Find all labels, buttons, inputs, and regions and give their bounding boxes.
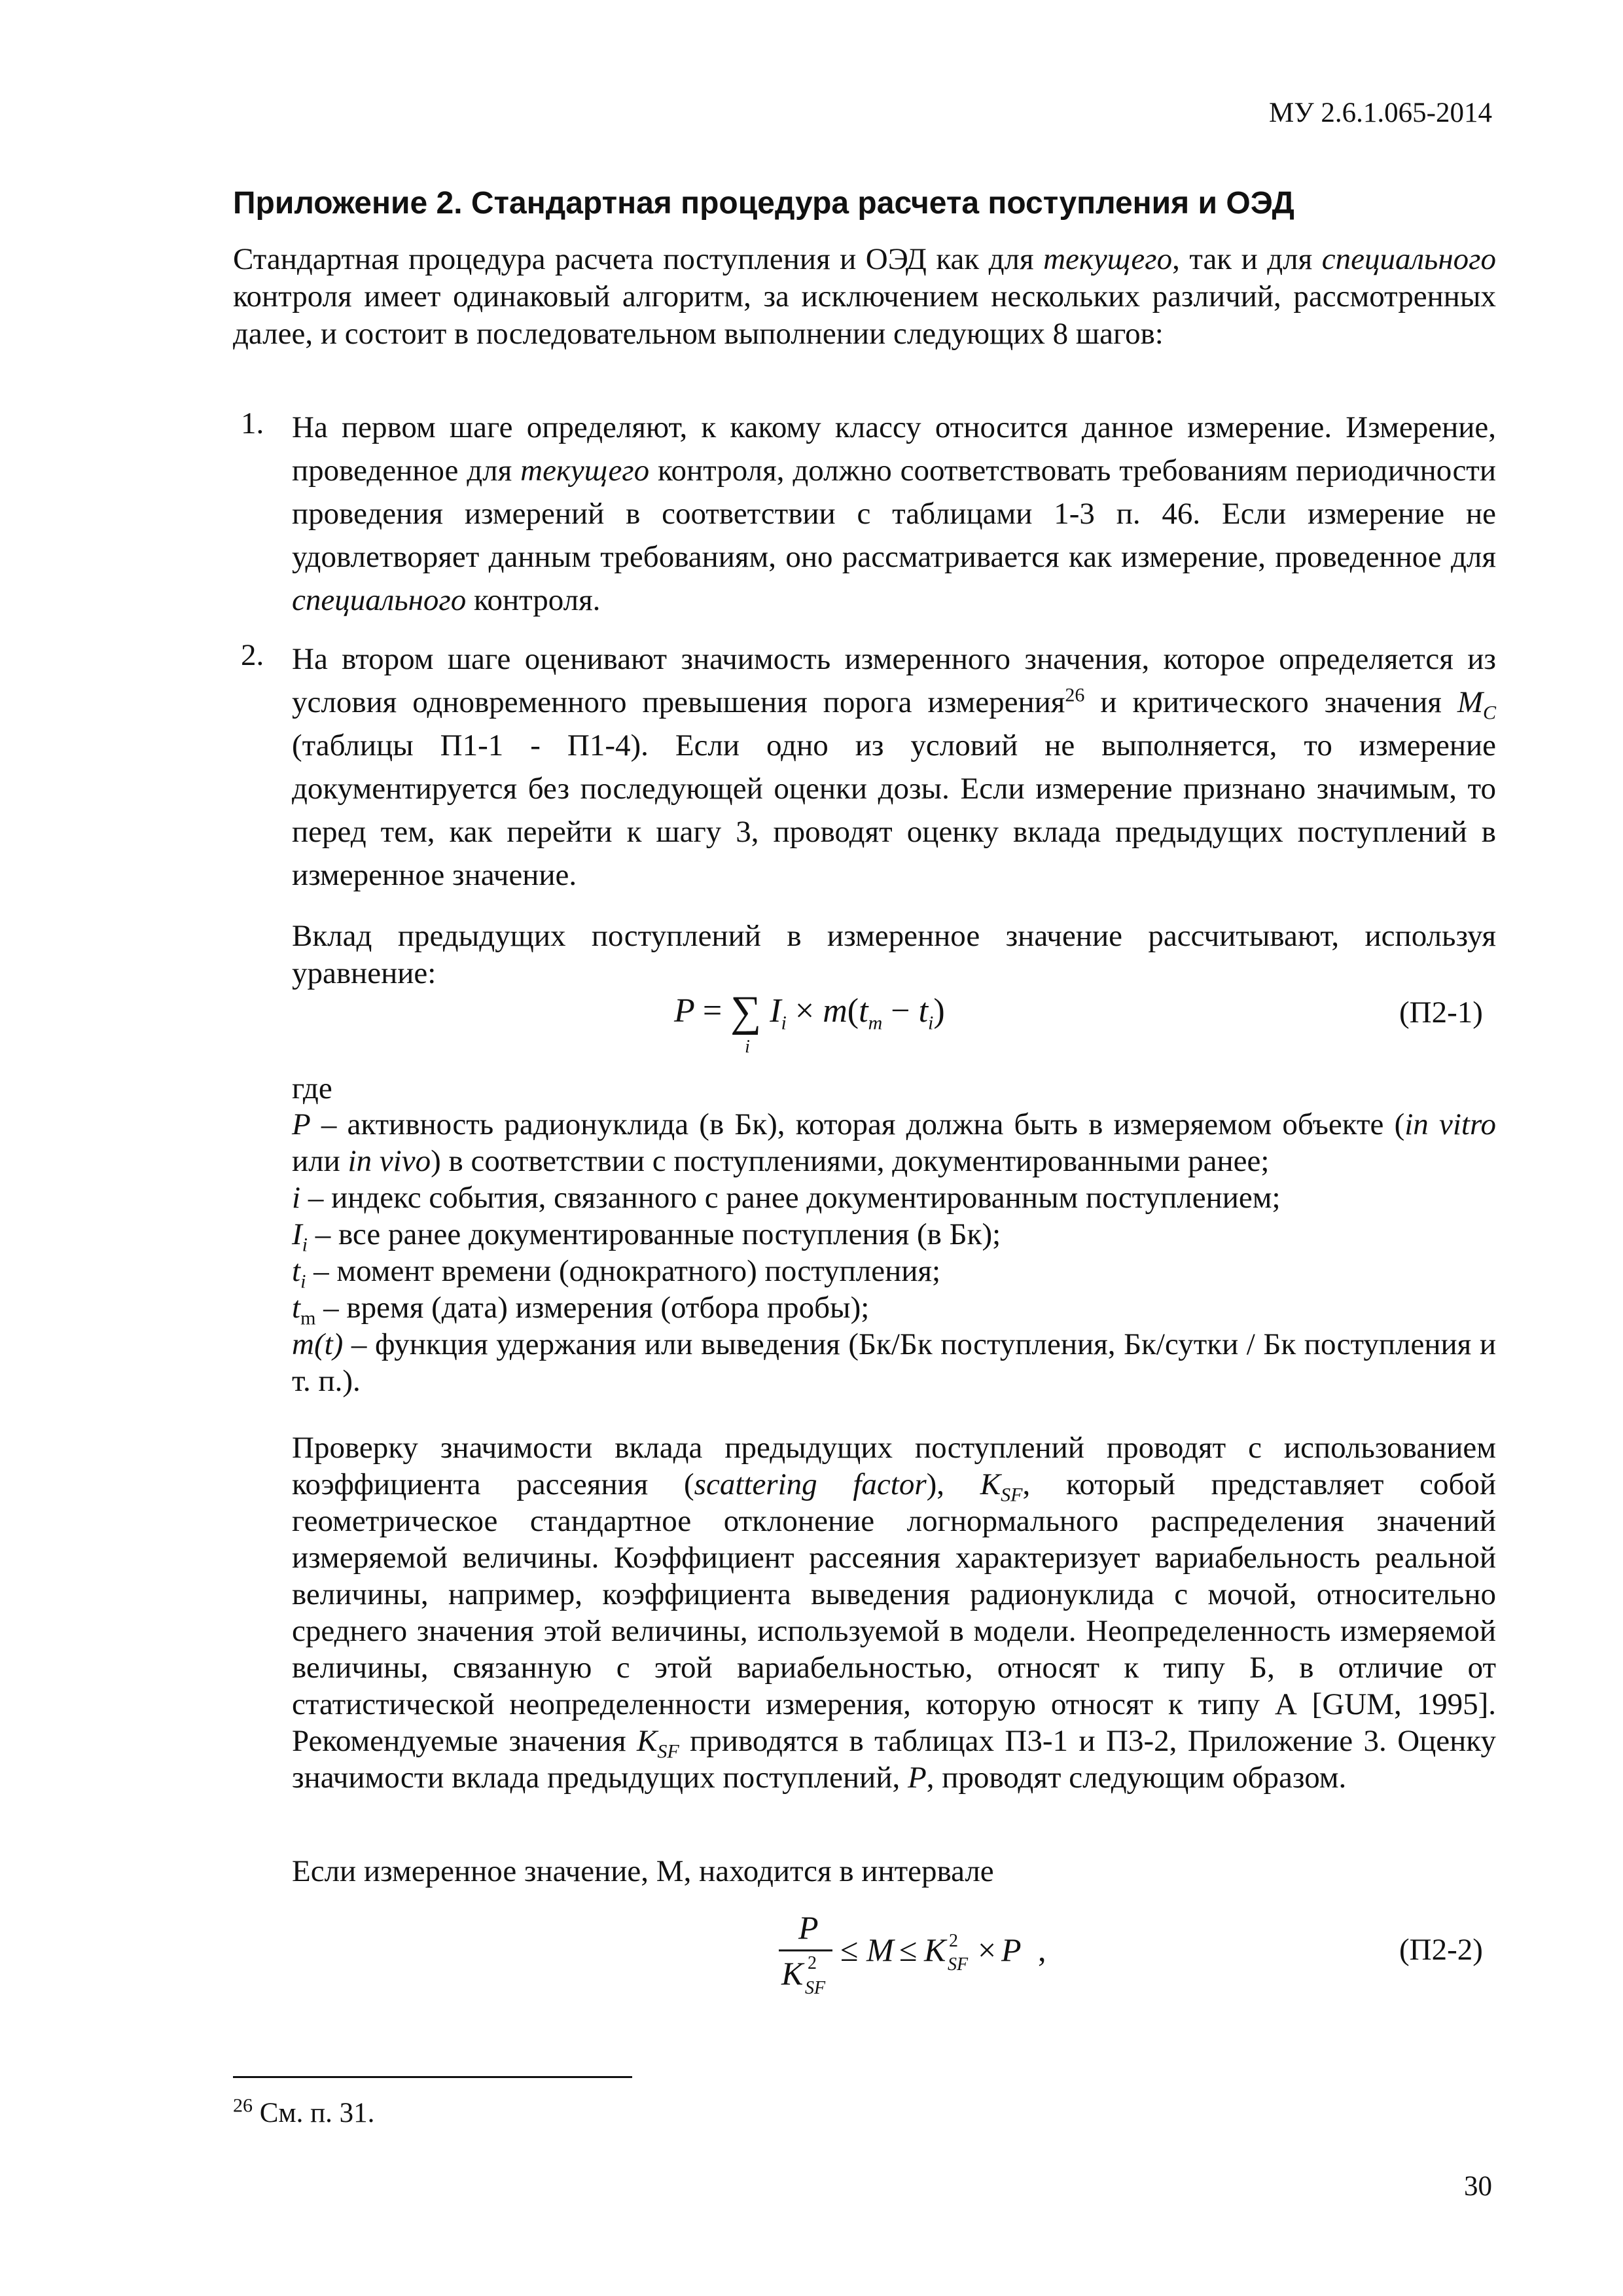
formula-term: t: [859, 992, 868, 1030]
equation-number: (П2-1): [1399, 996, 1483, 1030]
check-latin-term: scattering factor: [694, 1467, 927, 1501]
formula-operator: ≤: [899, 1931, 918, 1968]
footnote: [233, 2094, 375, 2129]
formula-term: K: [924, 1931, 946, 1968]
sum-index: i: [745, 1037, 750, 1057]
formula-term: P: [674, 992, 694, 1030]
check-text: ),: [926, 1467, 980, 1501]
step-text: и критического значения: [1084, 685, 1457, 719]
check-text: , проводят следующим образом.: [926, 1761, 1347, 1795]
definition-p: [292, 1106, 1496, 1179]
def-text: – активность радионуклида (в Бк), которая должна быть в измеряемом объекте (: [310, 1107, 1405, 1141]
ksf-subscript: SF: [657, 1740, 679, 1763]
definitions-list: [292, 1106, 1496, 1399]
equation-p2-1: [674, 987, 945, 1057]
step-current-term: текущего: [520, 454, 650, 488]
formula-term: m: [823, 992, 847, 1030]
definition-i: [292, 1179, 1496, 1216]
ksf-symbol: K: [637, 1724, 658, 1758]
formula-term: P: [1001, 1931, 1022, 1968]
mc-subscript: C: [1482, 702, 1496, 724]
def-latin-term: in vivo: [348, 1144, 431, 1178]
def-symbol: i: [292, 1181, 301, 1215]
mc-symbol: M: [1457, 685, 1483, 719]
def-subscript: m: [300, 1307, 316, 1329]
interval-paragraph: Если измеренное значение, М, находится в интервале: [292, 1854, 994, 1888]
formula-subscript: i: [928, 1012, 934, 1034]
intro-text: , так и для: [1172, 242, 1322, 276]
check-text: Проверку значимости вклада предыдущих поступлений проводят с использованием коэффициента рассеяния (: [292, 1431, 1496, 1501]
equation-p2-2: [779, 1906, 1080, 1998]
document-code: МУ 2.6.1.065-2014: [1269, 98, 1492, 128]
formula-subscript: m: [868, 1012, 883, 1034]
check-text: , который представляет собой геометрическое стандартное отклонение логнормального распределения значений измеряемой величины. Коэффициент рассеяния характеризует вариабельность реальной величины, например, коэффициента выведения радионуклида с мочой, относительно среднего значения этой величины, используемой в модели. Неопределенность измеряемой величины, связанную с этой вариабельностью, относят к типу Б, в отличие от статистической неопределенности измерения, которую относят к типу А [GUM, 1995]. Рекомендуемые значения: [292, 1467, 1497, 1758]
step-text: контроля.: [466, 583, 601, 617]
formula-operator: ≤: [840, 1931, 859, 1968]
formula-paren: (: [847, 992, 859, 1030]
definition-mt: [292, 1326, 1496, 1399]
def-text: – время (дата) измерения (отбора пробы);: [315, 1291, 870, 1325]
step-text: (таблицы П1-1 - П1-4). Если одно из условий не выполняется, то измерение документируется без последующей оценки дозы. Если измерение признано значимым, то перед тем, как перейти к шагу 3, проводят оценку вклада предыдущих поступлений в измеренное значение.: [292, 728, 1496, 892]
def-subscript: i: [300, 1270, 306, 1293]
formula-exponent: 2: [949, 1931, 958, 1951]
step-number: 1.: [241, 406, 264, 440]
sum-symbol: [730, 987, 762, 1057]
definition-ii: [292, 1216, 1496, 1256]
step-text: контроля, должно соответствовать требованиям периодичности проведения измерений в соответствии с таблицами 1-3 п. 46. Если измерение не удовлетворяет данным требованиям, оно рассматривается как измерение, проведенное для: [292, 454, 1496, 574]
equation-number: (П2-2): [1399, 1933, 1483, 1967]
intro-text: Стандартная процедура расчета поступления и ОЭД как для: [233, 242, 1044, 276]
def-symbol: m(t): [292, 1327, 344, 1361]
def-symbol: P: [292, 1107, 311, 1141]
def-symbol: t: [292, 1291, 301, 1325]
ksf-subscript: SF: [1001, 1484, 1023, 1506]
def-symbol: t: [292, 1254, 301, 1288]
step-1-text: [292, 406, 1496, 622]
def-symbol: I: [292, 1217, 302, 1251]
step-text: На первом шаге определяют, к какому классу относится данное измерение. Измерение, проведенное для: [292, 410, 1496, 488]
formula-paren: ): [933, 992, 945, 1030]
definition-ti: [292, 1253, 1496, 1293]
intro-current-term: текущего: [1043, 242, 1173, 276]
page-number: 30: [1464, 2171, 1492, 2202]
def-text: – момент времени (однократного) поступления;: [306, 1254, 941, 1288]
def-text: ) в соответствии с поступлениями, документированными ранее;: [431, 1144, 1270, 1178]
step-text: На втором шаге оценивают значимость измеренного значения, которое определяется из условия одновременного превышения порога измерения: [292, 642, 1496, 719]
formula-operator: ×: [978, 1931, 997, 1968]
def-text: – функция удержания или выведения (Бк/Бк поступления, Бк/сутки / Бк поступления и т. п.).: [292, 1327, 1496, 1398]
check-text: приводятся в таблицах П3-1 и П3-2, Приложение 3. Оценку значимости вклада предыдущих поступлений,: [292, 1724, 1496, 1795]
intro-text: контроля имеет одинаковый алгоритм, за исключением нескольких различий, рассмотренных далее, и состоит в последовательном выполнении следующих 8 шагов:: [233, 279, 1496, 351]
denominator-subscript: SF: [805, 1978, 826, 1998]
intro-paragraph: [233, 241, 1496, 353]
fraction-denominator: K: [781, 1955, 804, 1992]
def-text: – все ранее документированные поступления (в Бк);: [308, 1217, 1001, 1251]
formula-comma: ,: [1038, 1931, 1046, 1968]
significance-check-paragraph: [292, 1429, 1496, 1796]
step-2-text: [292, 637, 1496, 897]
denominator-exponent: 2: [808, 1953, 817, 1973]
footnote-number: 26: [233, 2094, 253, 2117]
formula-subscript: i: [781, 1012, 787, 1034]
p-symbol: P: [908, 1761, 927, 1795]
footnote-text: См. п. 31.: [259, 2098, 375, 2128]
fraction-numerator: P: [798, 1909, 819, 1946]
formula-term: I: [770, 992, 781, 1030]
def-subscript: i: [302, 1234, 308, 1256]
formula-operator: ×: [794, 992, 815, 1030]
formula-term: M: [866, 1931, 894, 1968]
step-special-term: специального: [292, 583, 467, 617]
definition-tm: [292, 1289, 1496, 1329]
def-text: – индекс события, связанного с ранее документированным поступлением;: [300, 1181, 1281, 1215]
def-latin-term: in vitro: [1404, 1107, 1496, 1141]
ksf-symbol: K: [980, 1467, 1001, 1501]
formula-term: t: [918, 992, 929, 1030]
step-number: 2.: [241, 638, 264, 672]
formula-operator: =: [702, 992, 722, 1030]
intro-special-term: специального: [1321, 242, 1496, 276]
where-label: где: [292, 1071, 332, 1105]
appendix-title: Приложение 2. Стандартная процедура расчета поступления и ОЭД: [233, 186, 1294, 221]
formula-operator: −: [891, 992, 910, 1030]
footnote-reference: 26: [1065, 684, 1085, 706]
contribution-paragraph: Вклад предыдущих поступлений в измеренное значение рассчитывают, используя уравнение:: [292, 919, 1496, 990]
formula-subscript: SF: [948, 1954, 969, 1975]
def-text: или: [292, 1144, 348, 1178]
footnote-divider: [233, 2076, 632, 2078]
sum-sign: ∑: [730, 988, 762, 1035]
